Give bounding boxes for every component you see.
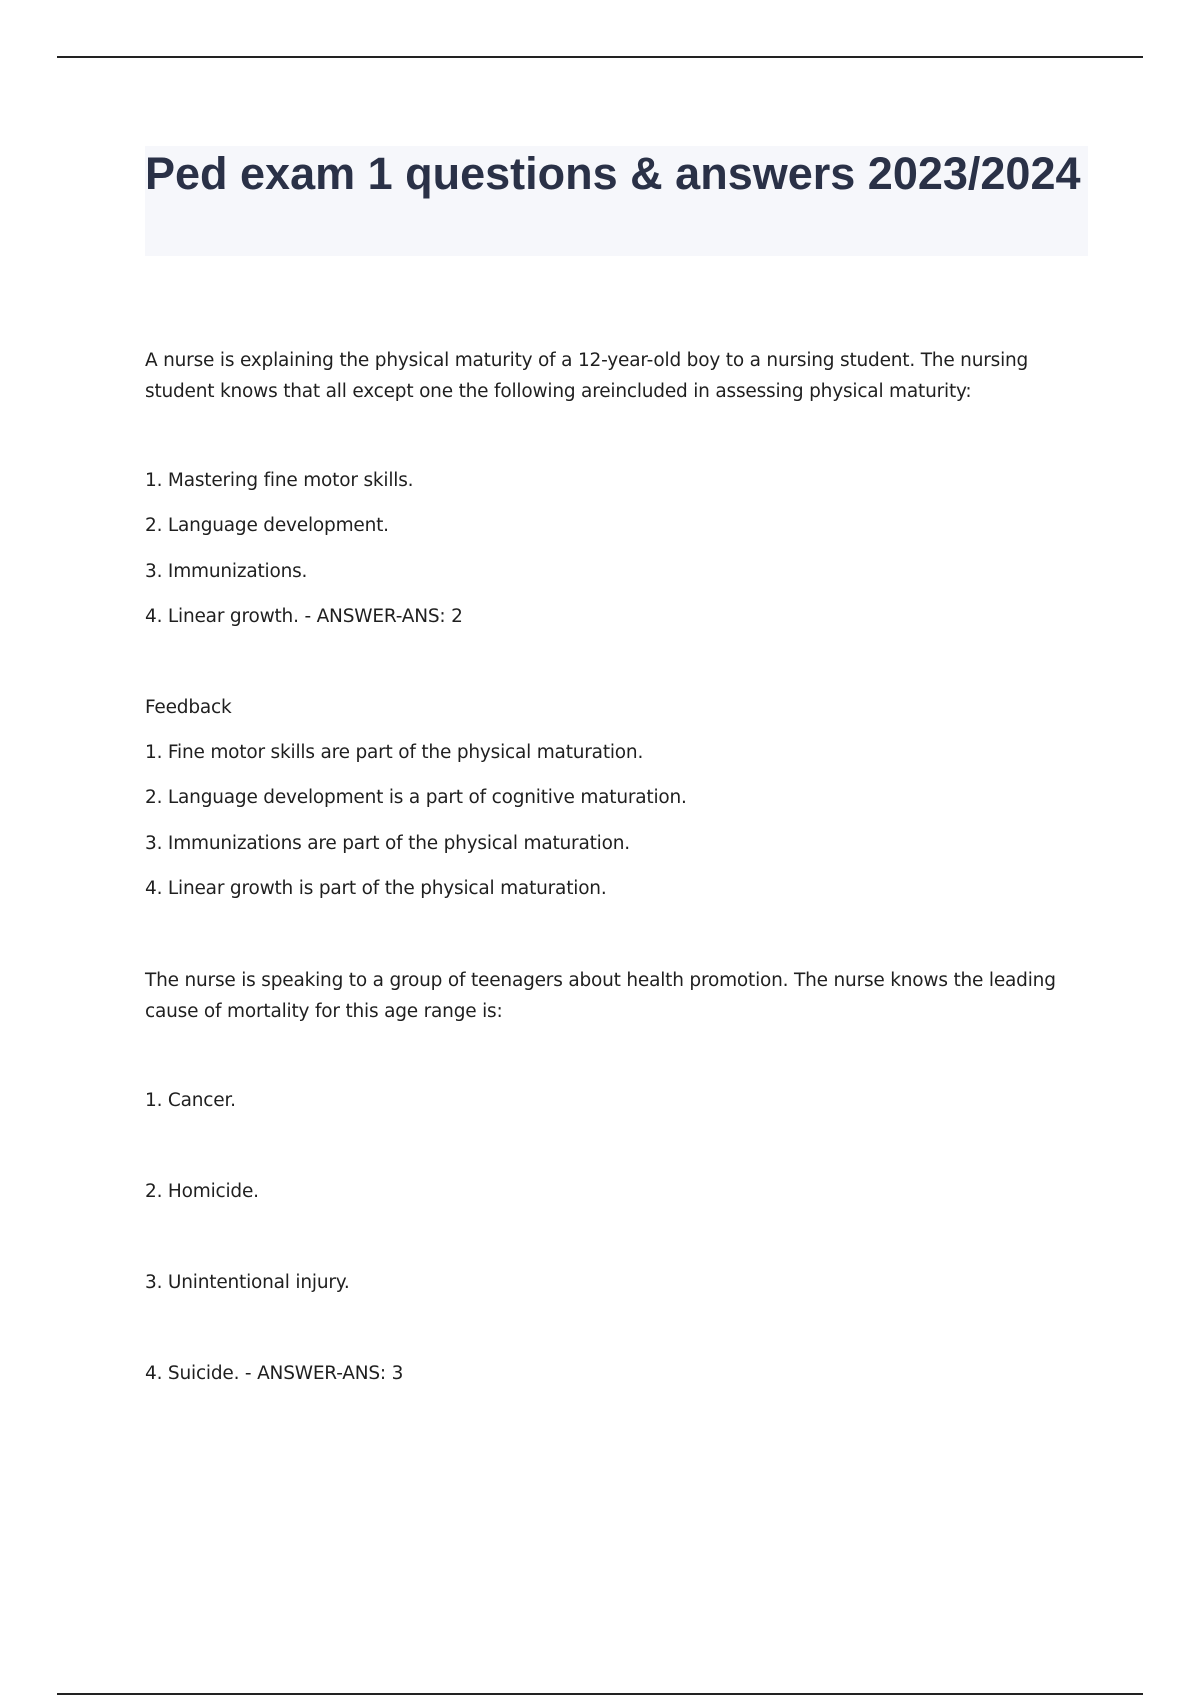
- question-2-option-3: 3. Unintentional injury.: [145, 1272, 350, 1293]
- question-1-option-3: 3. Immunizations.: [145, 561, 308, 582]
- header-rule: [57, 56, 1143, 58]
- question-2-stem: The nurse is speaking to a group of teenagers about health promotion. The nurse knows the leading cause of mortality for this age range is:: [145, 970, 1056, 1022]
- question-2-option-4: 4. Suicide. - ANSWER-ANS: 3: [145, 1363, 404, 1384]
- feedback-label: Feedback: [145, 697, 232, 718]
- question-1-option-4: 4. Linear growth. - ANSWER-ANS: 2: [145, 606, 463, 627]
- question-2-option-1: 1. Cancer.: [145, 1090, 236, 1111]
- feedback-item-2: 2. Language development is a part of cognitive maturation.: [145, 787, 687, 808]
- title-banner: [145, 146, 1088, 256]
- question-2-option-2: 2. Homicide.: [145, 1181, 259, 1202]
- document-title: Ped exam 1 questions & answers 2023/2024: [145, 148, 1081, 199]
- feedback-item-3: 3. Immunizations are part of the physical maturation.: [145, 833, 630, 854]
- feedback-item-4: 4. Linear growth is part of the physical maturation.: [145, 878, 607, 899]
- question-1-stem: A nurse is explaining the physical maturity of a 12-year-old boy to a nursing student. The nursing student knows that all except one the following areincluded in assessing physical maturity:: [145, 350, 1029, 402]
- question-1-option-2: 2. Language development.: [145, 515, 389, 536]
- question-1-option-1: 1. Mastering fine motor skills.: [145, 470, 414, 491]
- feedback-item-1: 1. Fine motor skills are part of the physical maturation.: [145, 742, 644, 763]
- footer-rule: [57, 1693, 1143, 1695]
